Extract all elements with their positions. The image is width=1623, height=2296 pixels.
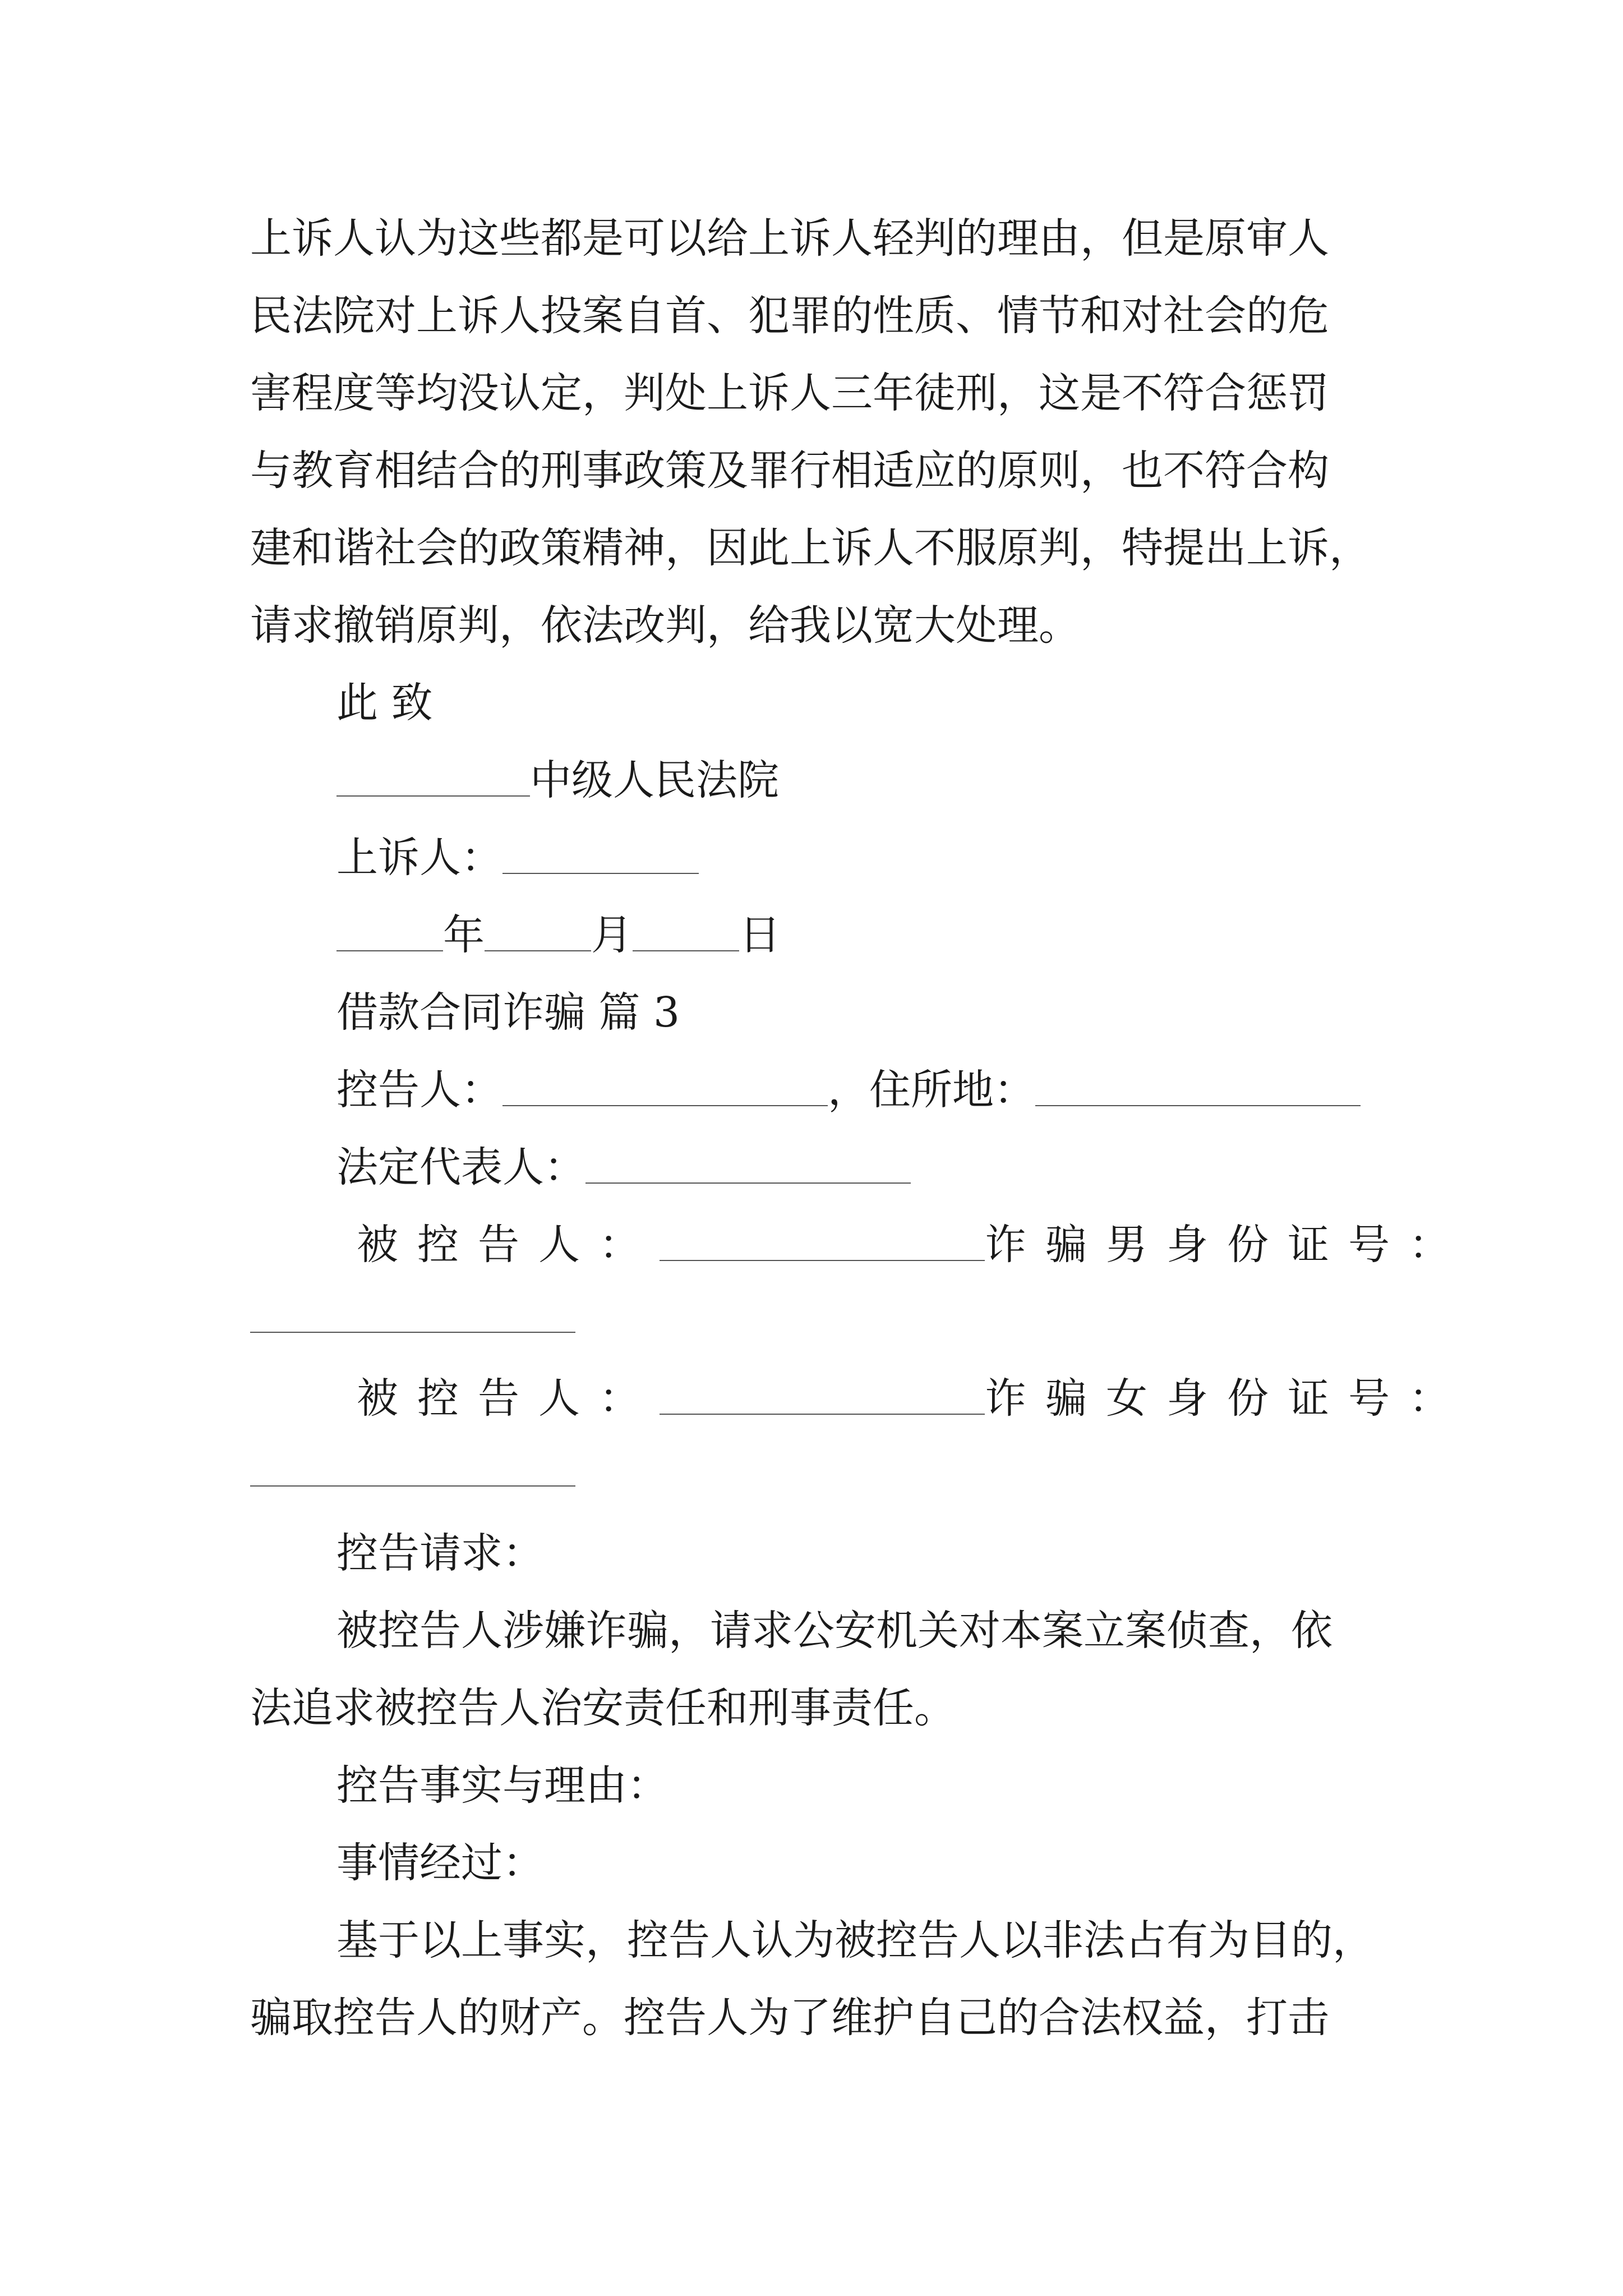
residence-label: ，住所地： — [828, 1066, 1035, 1114]
appellant-line — [336, 827, 699, 889]
claims-line-2: 法追求被控告人治安责任和刑事责任。 — [250, 1684, 956, 1732]
day-blank — [633, 950, 739, 951]
complainant-blank — [502, 1105, 828, 1106]
claims-heading: 控告请求： — [336, 1529, 544, 1577]
male-id-blank — [250, 1332, 575, 1333]
month-label: 月 — [591, 911, 633, 959]
legal-rep-label: 法定代表人： — [336, 1143, 585, 1191]
salutation: 此 致 — [336, 679, 433, 727]
court-name-blank — [336, 795, 530, 797]
complainant-line — [336, 1059, 1361, 1121]
appeal-line-3: 害程度等均没认定，判处上诉人三年徒刑，这是不符合惩罚 — [250, 369, 1329, 417]
events-heading: 事情经过： — [336, 1839, 544, 1887]
appeal-line-5: 建和谐社会的政策精神，因此上诉人不服原判，特提出上诉， — [250, 524, 1371, 572]
respondent-male-blank — [660, 1260, 985, 1261]
conclusion-line-2: 骗取控告人的财产。控告人为了维护自己的合法权益，打击 — [250, 1994, 1329, 2042]
complainant-label: 控告人： — [336, 1066, 502, 1114]
legal-rep-line — [336, 1137, 911, 1198]
appeal-line-2: 民法院对上诉人投案自首、犯罪的性质、情节和对社会的危 — [250, 292, 1329, 340]
day-label: 日 — [739, 911, 781, 959]
court-suffix: 中级人民法院 — [530, 756, 779, 804]
residence-blank — [1035, 1105, 1361, 1106]
male-id-label: 诈骗男身份证号： — [985, 1221, 1469, 1269]
appeal-line-4: 与教育相结合的刑事政策及罪行相适应的原则，也不符合构 — [250, 447, 1329, 495]
facts-heading: 控告事实与理由： — [336, 1761, 668, 1810]
appellant-label: 上诉人： — [336, 834, 502, 882]
date-line — [336, 904, 781, 966]
respondent-female-blank — [660, 1414, 985, 1415]
appeal-line-6: 请求撤销原判，依法改判，给我以宽大处理。 — [250, 601, 1080, 650]
respondent-male-line — [357, 1214, 1469, 1276]
year-blank — [336, 950, 443, 951]
year-label: 年 — [443, 911, 485, 959]
court-line — [336, 749, 779, 811]
appellant-blank — [502, 873, 699, 874]
respondent-female-label: 被控告人： — [357, 1374, 660, 1423]
female-id-blank — [250, 1485, 575, 1487]
respondent-female-line — [357, 1368, 1469, 1429]
legal-rep-blank — [585, 1182, 911, 1184]
appeal-line-1: 上诉人认为这些都是可以给上诉人轻判的理由，但是原审人 — [250, 214, 1329, 263]
female-id-label: 诈骗女身份证号： — [985, 1374, 1469, 1423]
month-blank — [485, 950, 591, 951]
claims-line-1: 被控告人涉嫌诈骗，请求公安机关对本案立案侦查，依 — [336, 1607, 1332, 1655]
section-title: 借款合同诈骗 篇 3 — [336, 988, 680, 1037]
respondent-male-label: 被控告人： — [357, 1221, 660, 1269]
conclusion-line-1: 基于以上事实，控告人认为被控告人以非法占有为目的， — [336, 1916, 1374, 1964]
